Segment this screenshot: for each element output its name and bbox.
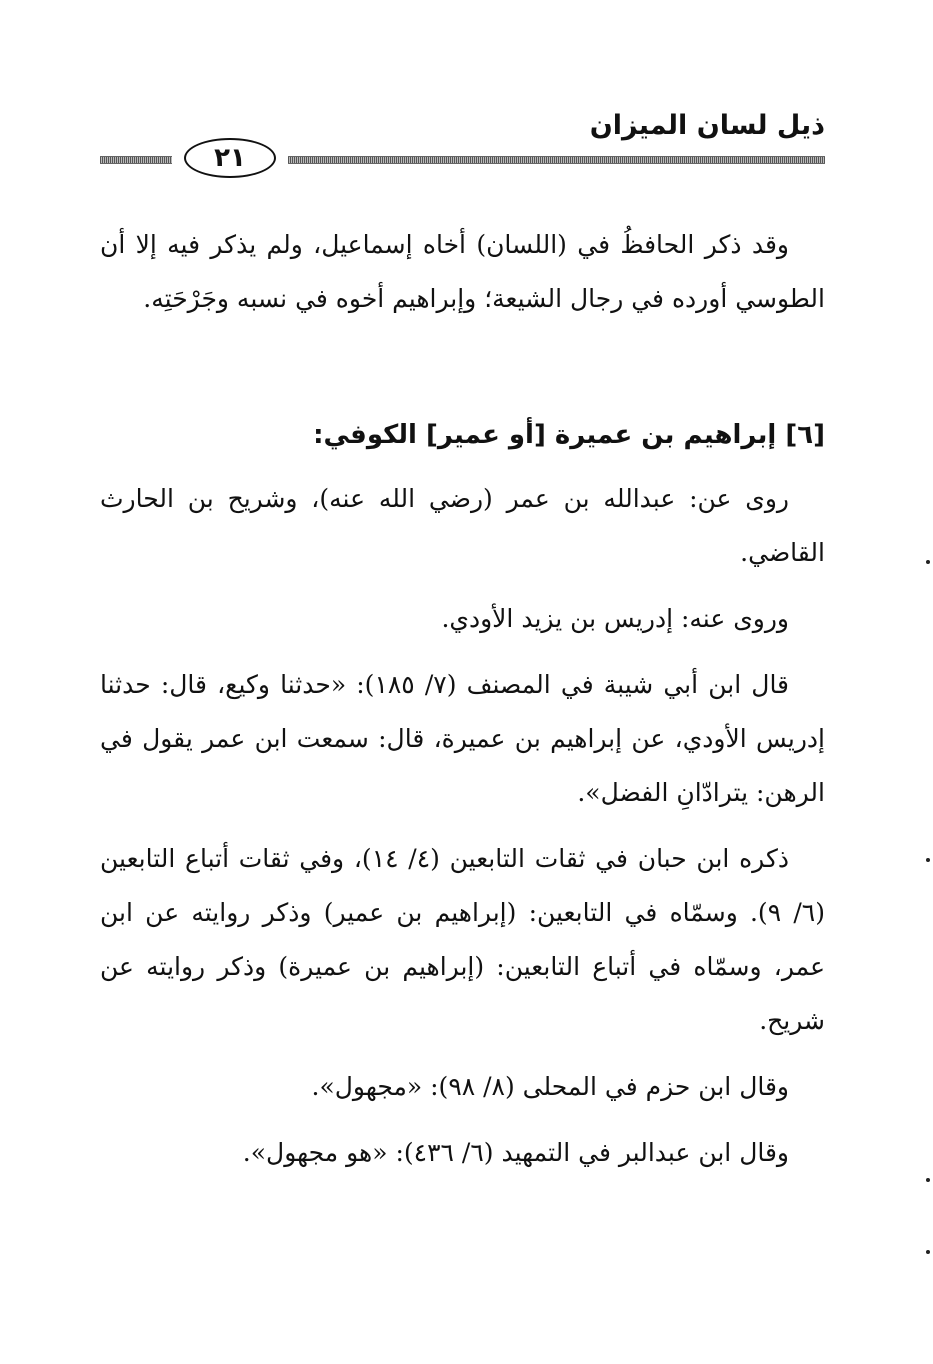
paragraph-ibn-hibban: ذكره ابن حبان في ثقات التابعين (٤/ ١٤)، وفي ثقات أتباع التابعين (٦/ ٩). وسمّاه في التابعين: (إبراهيم بن عمير) وذكر روايته عن ابن عمر، وسمّاه في أتباع التابعين: (إبراهيم بن عميرة) وذكر روايته عن شريح. (100, 844, 825, 1035)
page-number: ٢١ (184, 138, 276, 178)
paragraph-narrated-by: وروى عنه: إدريس بن يزيد الأودي. (441, 604, 789, 633)
paragraph-ibn-abi-shayba: قال ابن أبي شيبة في المصنف (٧/ ١٨٥): «حدثنا وكيع، قال: حدثنا إدريس الأودي، عن إبراهيم بن عميرة، قال: سمعت ابن عمر يقول في الرهن: يترادّانِ الفضل». (100, 670, 825, 807)
paragraph-intro: وقد ذكر الحافظُ في (اللسان) أخاه إسماعيل، ولم يذكر فيه إلا أن الطوسي أورده في رجال الشيعة؛ وإبراهيم أخوه في نسبه وجَرْحَتِه. (100, 230, 825, 313)
margin-mark (926, 1178, 930, 1182)
margin-mark (926, 1250, 930, 1254)
header-rule-right (288, 156, 825, 164)
section-gap (100, 338, 825, 408)
entry-title: [٦] إبراهيم بن عميرة [أو عمير] الكوفي: (313, 420, 825, 450)
paragraph-ibn-abdulbarr: وقال ابن عبدالبر في التمهيد (٦/ ٤٣٦): «هو مجهول». (242, 1138, 789, 1167)
paragraph-narrated-from: روى عن: عبدالله بن عمر (رضي الله عنه)، وشريح بن الحارث القاضي. (100, 484, 825, 567)
paragraph-ibn-hazm: وقال ابن حزم في المحلى (٨/ ٩٨): «مجهول». (311, 1072, 789, 1101)
book-title: ذيل لسان الميزان (589, 110, 825, 141)
header-rule-left (100, 156, 172, 164)
body-text (100, 218, 825, 1192)
margin-mark (926, 858, 930, 862)
margin-mark (926, 560, 930, 564)
page-header (100, 108, 825, 178)
